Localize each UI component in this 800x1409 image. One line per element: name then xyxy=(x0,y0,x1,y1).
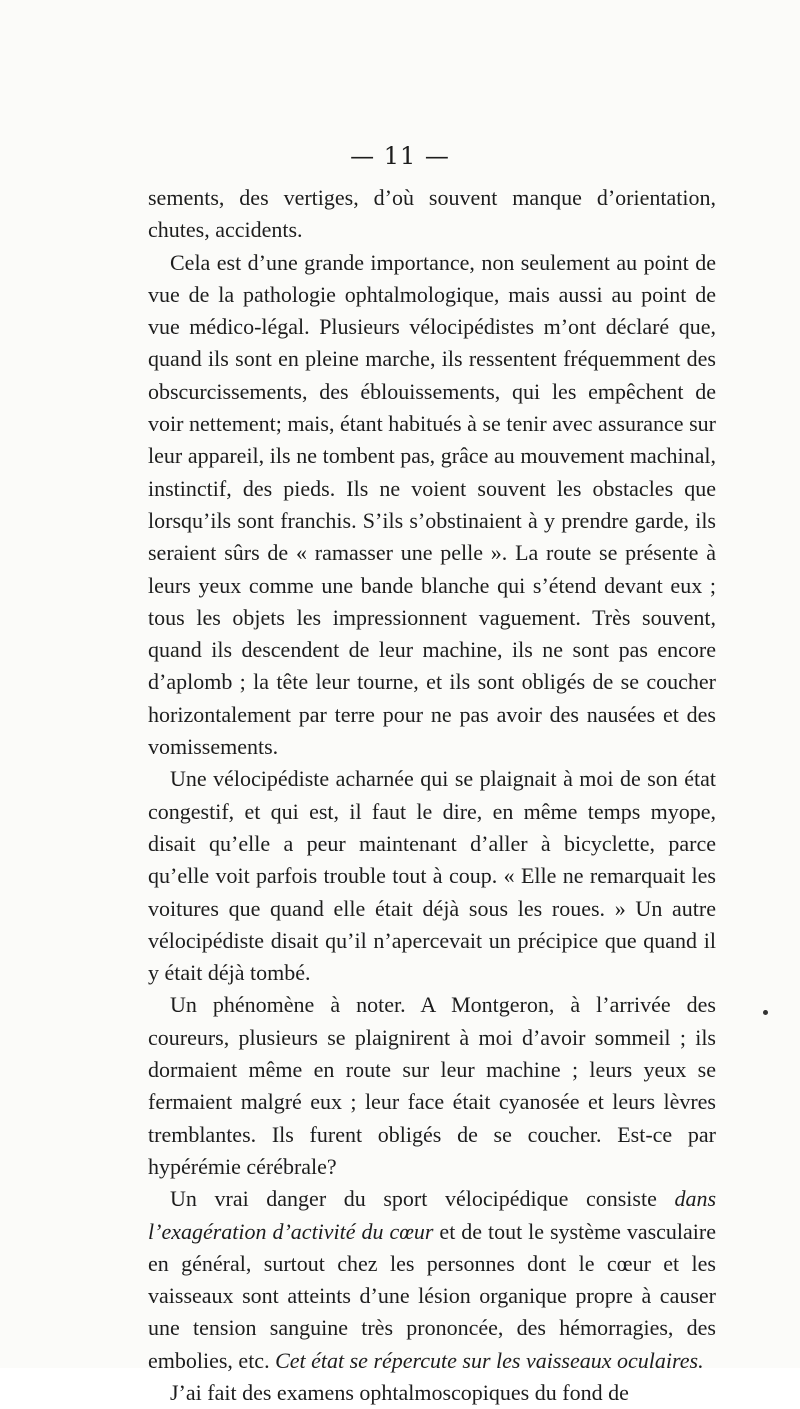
paragraph-3 xyxy=(148,763,716,989)
paragraph-2 xyxy=(148,247,716,764)
paragraph-5-text-a: Un vrai danger du sport vélocipédique consiste xyxy=(170,1186,675,1212)
paragraph-5-italic-b: Cet état se répercute sur les vaisseaux oculaires. xyxy=(275,1347,704,1373)
paragraph-5 xyxy=(148,1183,716,1377)
paragraph-1-text: sements, des vertiges, d’où souvent manque d’orientation, chutes, accidents. xyxy=(148,185,716,243)
paragraph-4 xyxy=(148,989,716,1183)
margin-dot-mark xyxy=(763,1010,768,1015)
paragraph-5-italic-a: dans l’exagération d’activité du cœur xyxy=(148,1186,716,1244)
paragraph-4-text: Un phénomène à noter. A Montgeron, à l’arrivée des coureurs, plusieurs se plaignirent à moi d’avoir sommeil ; ils dormaient même en route sur leur machine ; leurs yeux se fermaient malgré eux ; leur face était cyanosée et leurs lèvres tremblantes. Ils furent obligés de se coucher. Est-ce par hypérémie cérébrale? xyxy=(148,992,716,1179)
paragraph-5-text-b: et de tout le système vasculaire en général, surtout chez les personnes dont le cœur et les vaisseaux sont atteints d’une lésion organique propre à causer une tension sanguine très prononcée, des hémorragies, des embolies, etc. xyxy=(148,1218,716,1373)
paragraph-1 xyxy=(148,182,716,247)
paragraph-2-text: Cela est d’une grande importance, non seulement au point de vue de la pathologie ophtalmologique, mais aussi au point de vue médico-légal. Plusieurs vélocipédistes m’ont déclaré que, quand ils sont en pleine marche, ils ressentent fréquemment des obscurcissements, des éblouissements, qui les empêchent de voir nettement; mais, étant habitués à se tenir avec assurance sur leur appareil, ils ne tombent pas, grâce au mouvement machinal, instinctif, des pieds. Ils ne voient souvent les obstacles que lorsqu’ils sont franchis. S’ils s’obstinaient à y prendre garde, ils seraient sûrs de « ramasser une pelle ». La route se présente à leurs yeux comme une bande blanche qui s’étend devant eux ; tous les objets les impressionnent vaguement. Très souvent, quand ils descendent de leur machine, ils ne sont pas encore d’aplomb ; la tête leur tourne, et ils sont obligés de se coucher horizontalement par terre pour ne pas avoir des nausées et des vomissements. xyxy=(148,249,716,760)
page-number: — 11 — xyxy=(350,142,450,170)
paragraph-6 xyxy=(148,1377,716,1409)
body-text xyxy=(148,182,716,1409)
paragraph-6-text: J’ai fait des examens ophtalmoscopiques du fond de xyxy=(170,1379,629,1405)
paragraph-3-text: Une vélocipédiste acharnée qui se plaignait à moi de son état congestif, et qui est, il faut le dire, en même temps myope, disait qu’elle a peur maintenant d’aller à bicyclette, parce qu’elle voit parfois trouble tout à coup. « Elle ne remarquait les voitures que quand elle était déjà sous les roues. » Un autre vélocipédiste disait qu’il n’apercevait un précipice que quand il y était déjà tombé. xyxy=(148,766,716,986)
